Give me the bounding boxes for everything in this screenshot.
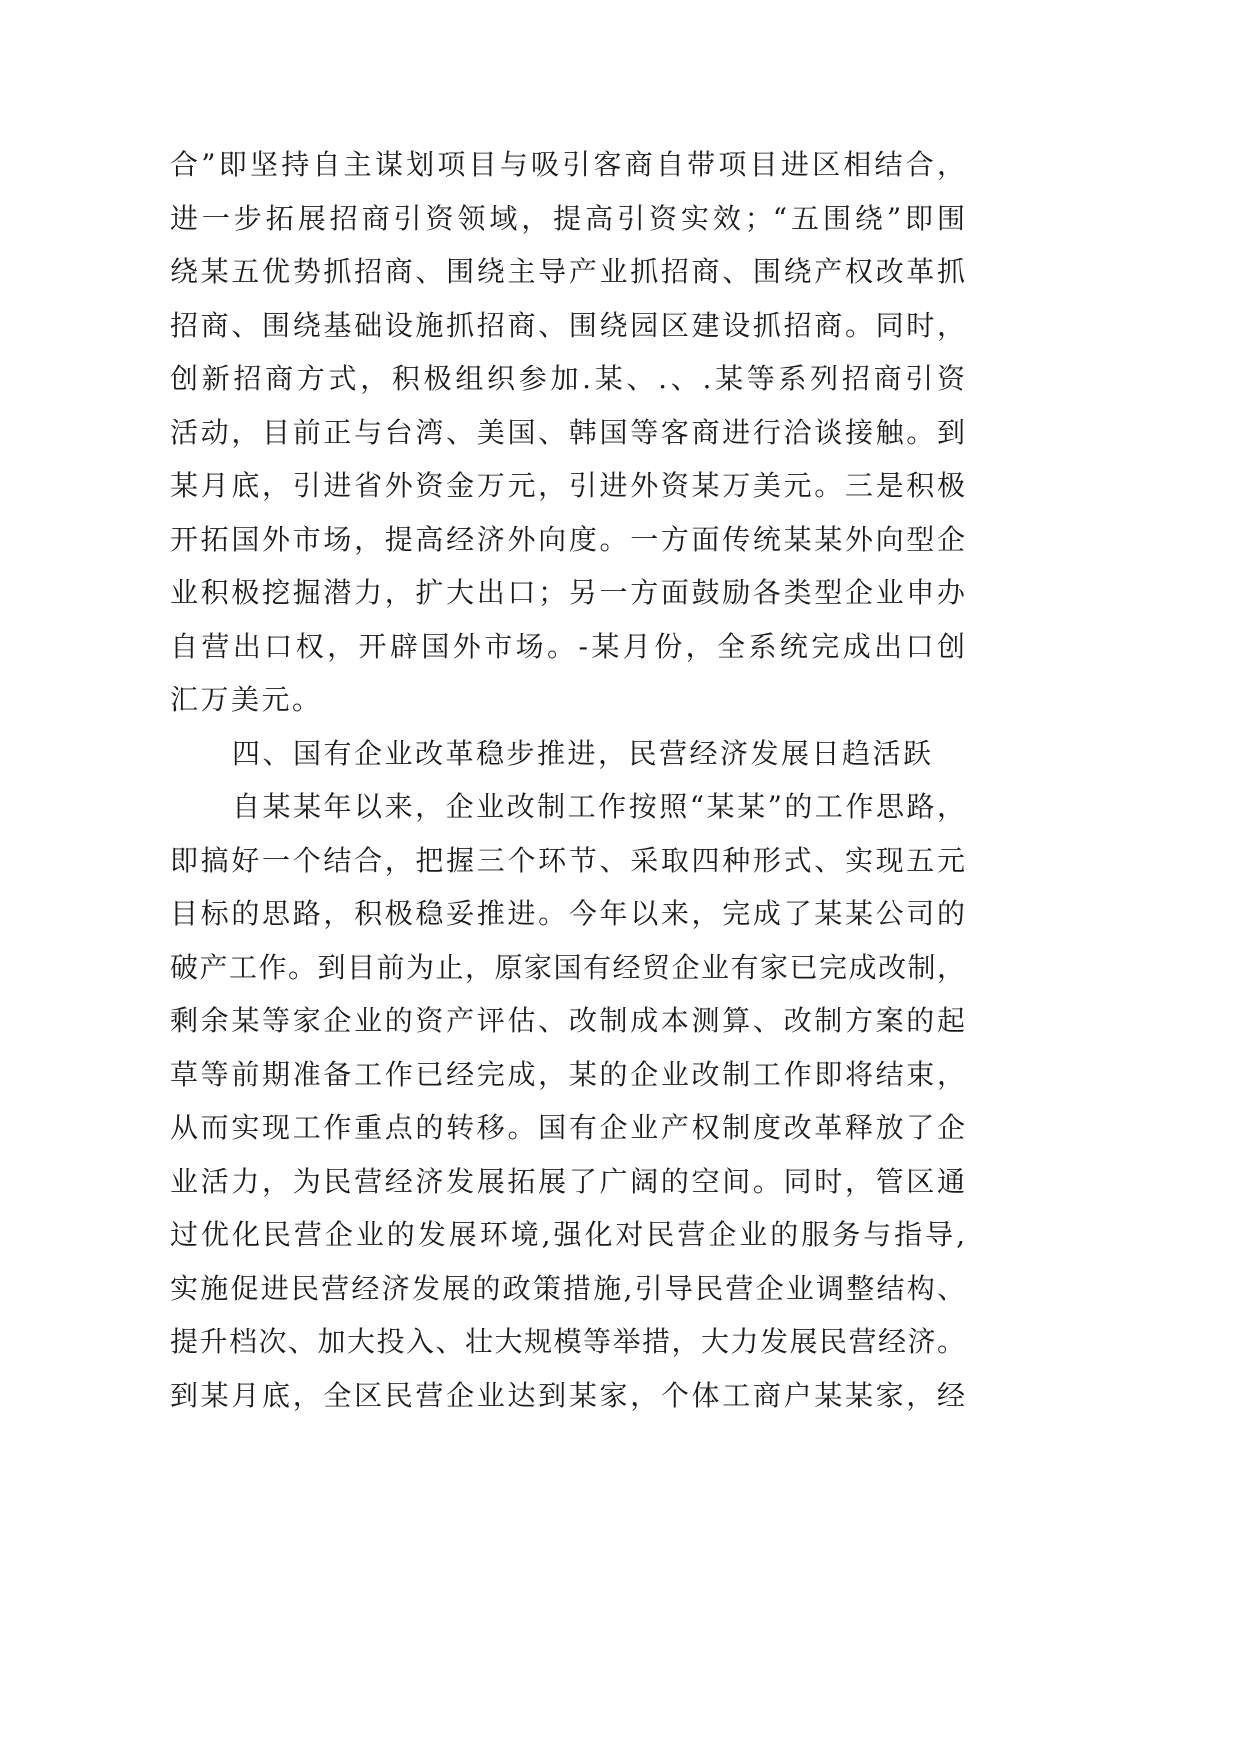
text-line: 合”即坚持自主谋划项目与吸引客商自带项目进区相结合，	[170, 148, 965, 181]
text-line: 提升档次、加大投入、壮大规模等举措，大力发展民营经济。	[170, 1325, 965, 1358]
text-line: 过优化民营企业的发展环境,强化对民营企业的服务与指导,	[170, 1218, 965, 1251]
text-line: 汇万美元。	[170, 683, 323, 716]
text-line: 开拓国外市场，提高经济外向度。一方面传统某某外向型企	[170, 522, 965, 556]
text-line: 自某某年以来，企业改制工作按照“某某”的工作思路，	[232, 790, 965, 823]
text-line: 草等前期准备工作已经完成，某的企业改制工作即将结束，	[170, 1057, 965, 1091]
text-line: 即搞好一个结合，把握三个环节、采取四种形式、实现五元	[170, 843, 965, 877]
text-line: 到某月底，全区民营企业达到某家，个体工商户某某家，经	[170, 1378, 965, 1412]
text-line: 目标的思路，积极稳妥推进。今年以来，完成了某某公司的	[170, 897, 965, 930]
text-line: 进一步拓展招商引资领域，提高引资实效；“五围绕”即围	[170, 201, 965, 235]
heading-line: 四、国有企业改革稳步推进，民营经济发展日趋活跃	[232, 736, 934, 770]
text-line: 实施促进民营经济发展的政策措施,引导民营企业调整结构、	[170, 1271, 965, 1305]
text-line: 招商、围绕基础设施抓招商、围绕园区建设抓招商。同时，	[170, 308, 965, 342]
text-line: 破产工作。到目前为止，原家国有经贸企业有家已完成改制，	[170, 950, 965, 984]
text-line: 活动，目前正与台湾、美国、韩国等客商进行洽谈接触。到	[170, 415, 965, 449]
text-line: 创新招商方式，积极组织参加.某、.、.某等系列招商引资	[170, 362, 965, 395]
text-line: 剩余某等家企业的资产评估、改制成本测算、改制方案的起	[170, 1004, 965, 1037]
paragraph	[170, 780, 965, 1422]
section-heading	[170, 727, 965, 781]
text-line: 业积极挖掘潜力，扩大出口；另一方面鼓励各类型企业申办	[170, 576, 965, 609]
text-line: 某月底，引进省外资金万元，引进外资某万美元。三是积极	[170, 469, 965, 502]
text-line: 绕某五优势抓招商、围绕主导产业抓招商、围绕产权改革抓	[170, 255, 965, 288]
text-line: 从而实现工作重点的转移。国有企业产权制度改革释放了企	[170, 1111, 965, 1144]
text-line: 自营出口权，开辟国外市场。-某月份，全系统完成出口创	[170, 629, 965, 663]
body-text	[170, 138, 965, 1422]
paragraph	[170, 138, 965, 727]
text-line: 业活力，为民营经济发展拓展了广阔的空间。同时，管区通	[170, 1164, 965, 1198]
